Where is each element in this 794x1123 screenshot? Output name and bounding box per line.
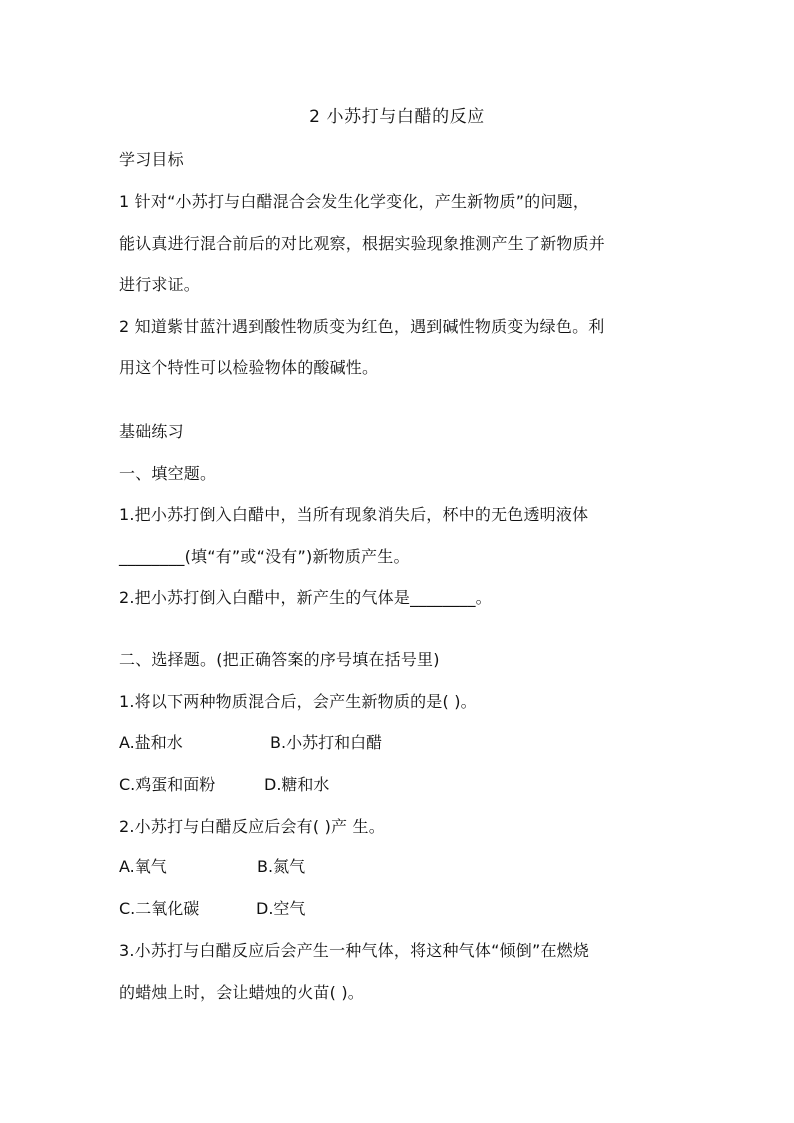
fill-in-heading: 一、填空题。 [119,464,217,483]
objective-2-line-1: 2 知道紫甘蓝汁遇到酸性物质变为红色，遇到碱性物质变为绿色。利 [119,317,605,336]
option-d: D.空气 [256,899,306,918]
objectives-heading: 学习目标 [119,150,184,169]
option-b: B.小苏打和白醋 [270,733,383,752]
objective-1-line-1: 1 针对“小苏打与白醋混合会发生化学变化，产生新物质”的问题， [119,192,590,211]
option-c: C.鸡蛋和面粉 [119,775,216,794]
choice-question-2-stem: 2.小苏打与白醋反应后会有( )产 生。 [119,817,385,836]
option-a: A.盐和水 [119,733,183,752]
fill-question-1-line-2: ________(填“有”或“没有”)新物质产生。 [119,547,410,566]
choice-question-3-line-1: 3.小苏打与白醋反应后会产生一种气体，将这种气体“倾倒”在燃烧 [119,941,590,960]
choice-question-1-stem: 1.将以下两种物质混合后，会产生新物质的是( )。 [119,692,477,711]
fill-question-2: 2.把小苏打倒入白醋中，新产生的气体是________。 [119,588,492,607]
fill-question-1-line-1: 1.把小苏打倒入白醋中，当所有现象消失后，杯中的无色透明液体 [119,505,589,524]
objective-1-line-2: 能认真进行混合前后的对比观察，根据实验现象推测产生了新物质并 [119,234,606,253]
objective-2-line-2: 用这个特性可以检验物体的酸碱性。 [119,358,379,377]
practice-heading: 基础练习 [119,422,184,441]
page-title: 2 小苏打与白醋的反应 [309,107,485,127]
objective-1-line-3: 进行求证。 [119,275,201,294]
choice-heading: 二、选择题。(把正确答案的序号填在括号里) [119,650,440,669]
option-d: D.糖和水 [264,775,330,794]
option-b: B.氮气 [257,857,306,876]
option-c: C.二氧化碳 [119,899,200,918]
choice-question-3-line-2: 的蜡烛上时，会让蜡烛的火苗( )。 [119,983,364,1002]
option-a: A.氧气 [119,857,167,876]
